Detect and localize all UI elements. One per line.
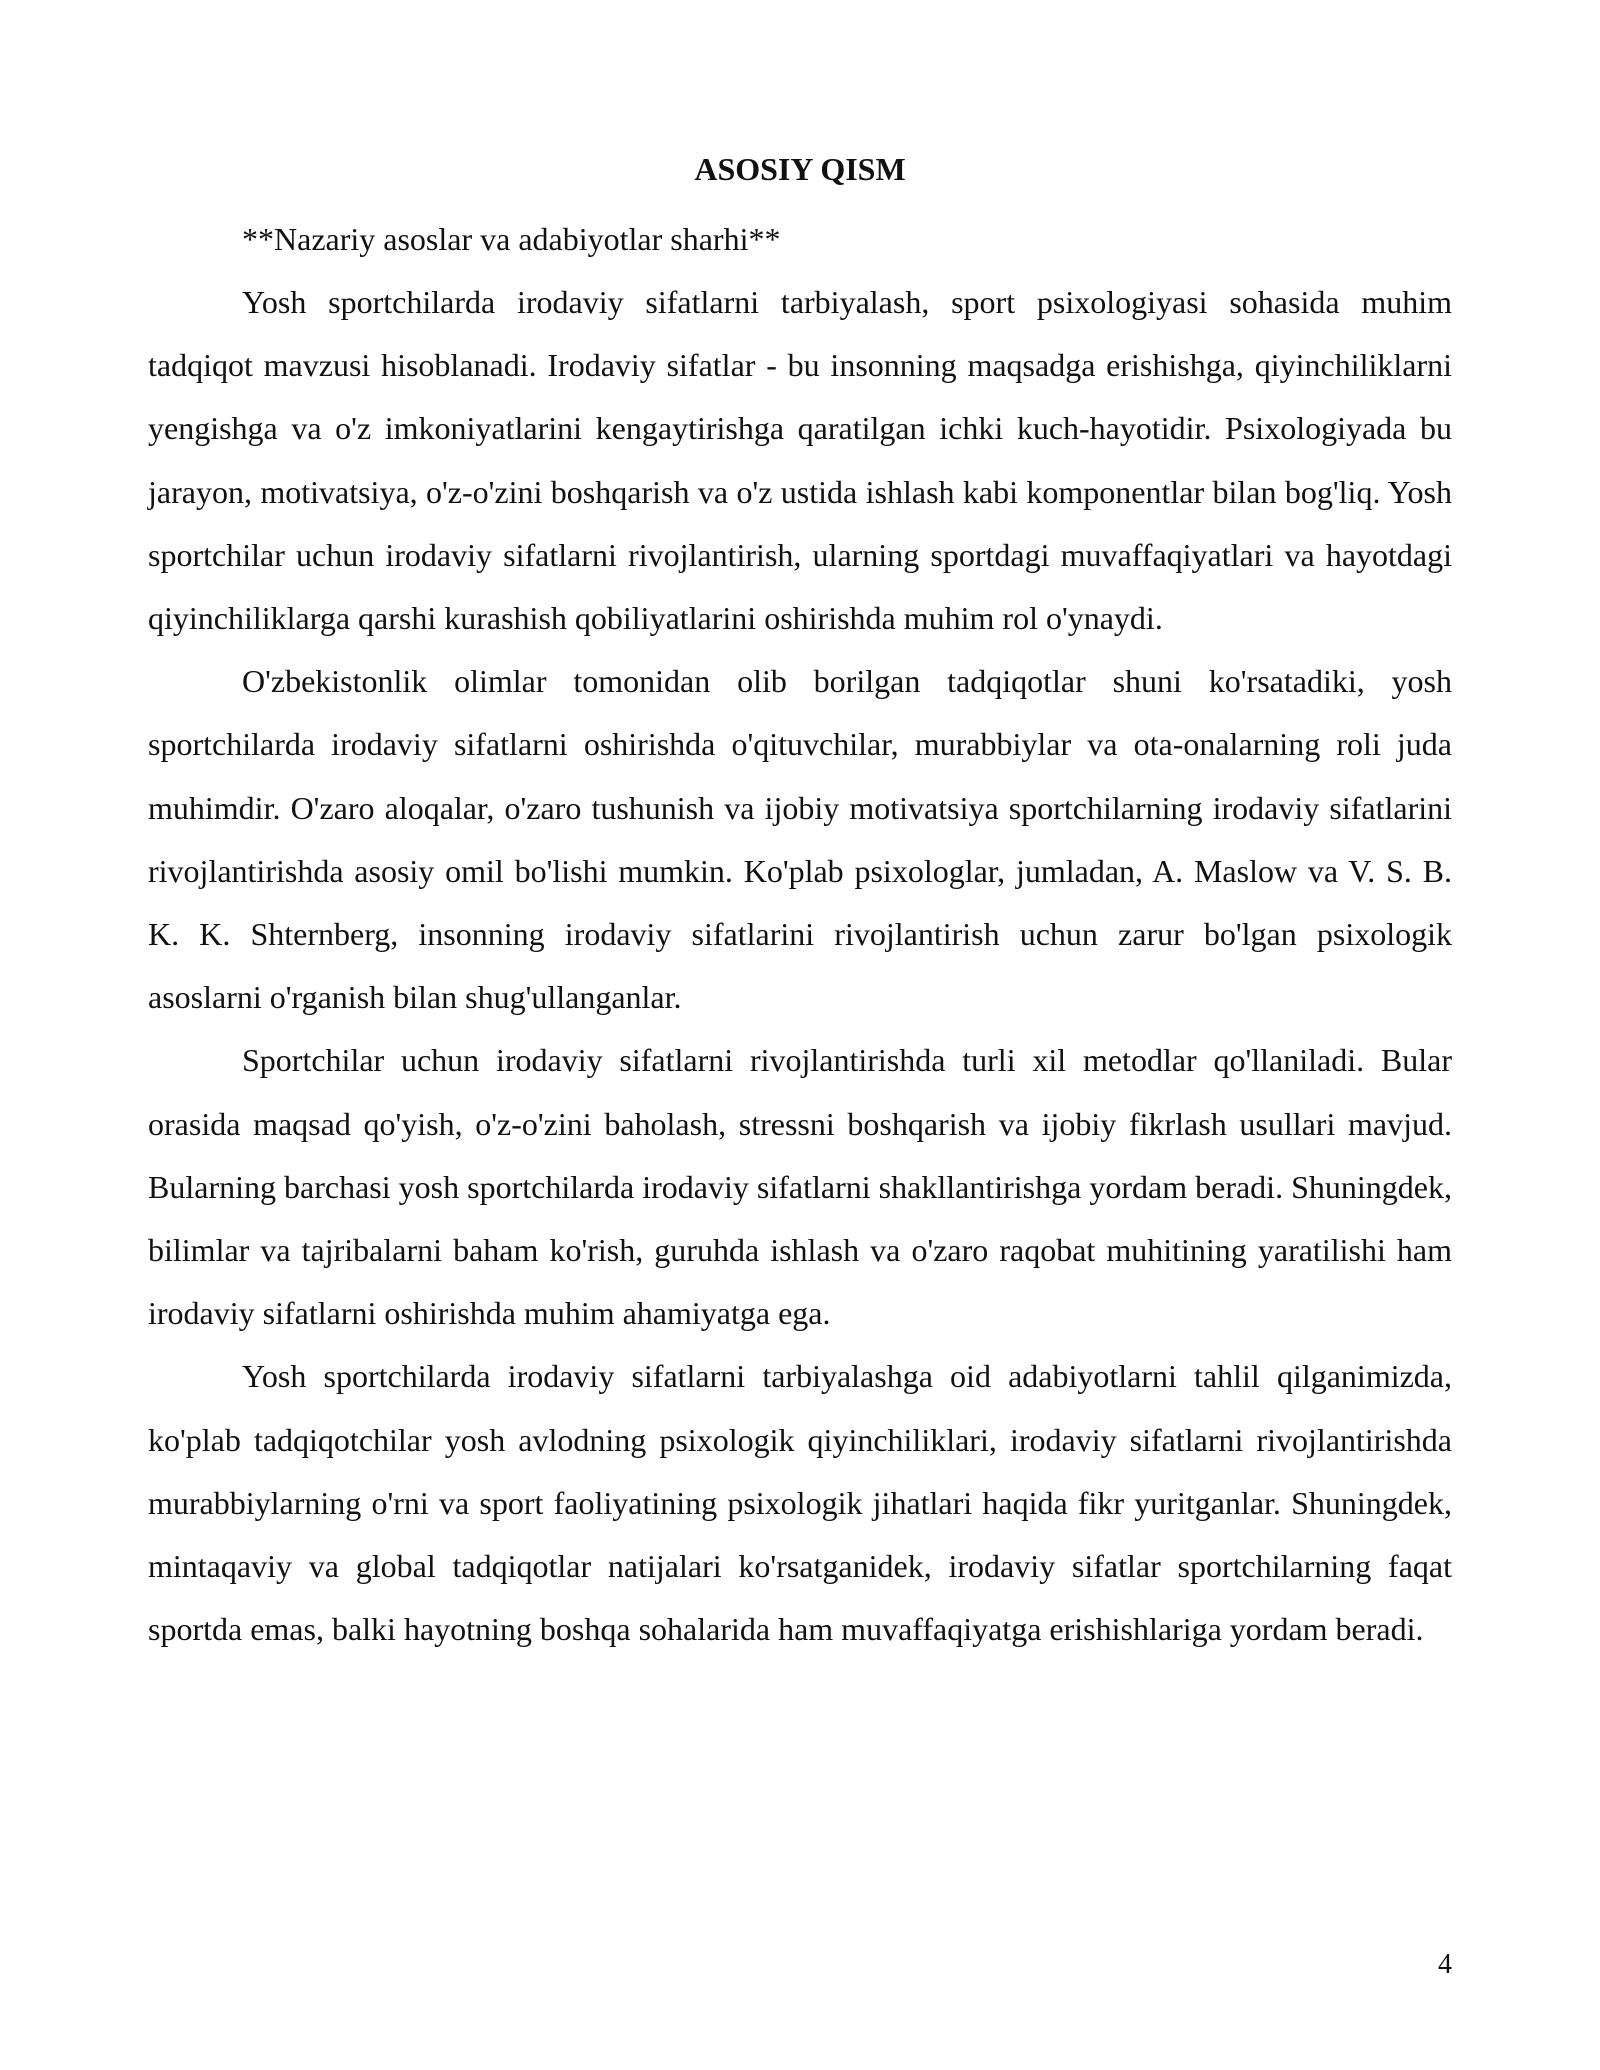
section-title: ASOSIY QISM bbox=[694, 151, 906, 187]
paragraph-2: O'zbekistonlik olimlar tomonidan olib borilgan tadqiqotlar shuni ko'rsatadiki, yosh sportchilarda irodaviy sifatlarni oshirishda o'qituvchilar, murabbiylar va ota-onalarning roli juda muhimdir. O'zaro aloqalar, o'zaro tushunish va ijobiy motivatsiya sportchilarning irodaviy sifatlarini rivojlantirishda asosiy omil bo'lishi mumkin. Ko'plab psixologlar, jumladan, A. Maslow va V. S. B. K. K. Shternberg, insonning irodaviy sifatlarini rivojlantirish uchun zarur bo'lgan psixologik asoslarni o'rganish bilan shug'ullanganlar. bbox=[148, 663, 1452, 1016]
document-page bbox=[148, 148, 1452, 1661]
paragraph-3: Sportchilar uchun irodaviy sifatlarni rivojlantirishda turli xil metodlar qo'llaniladi. Bular orasida maqsad qo'yish, o'z-o'zini baholash, stressni boshqarish va ijobiy fikrlash usullari mavjud. Bularning barchasi yosh sportchilarda irodaviy sifatlarni shakllantirishga yordam beradi. Shuningdek, bilimlar va tajribalarni baham ko'rish, guruhda ishlash va o'zaro raqobat muhitining yaratilishi ham irodaviy sifatlarni oshirishda muhim ahamiyatga ega. bbox=[148, 1042, 1452, 1332]
page-number: 4 bbox=[1438, 1949, 1452, 1980]
section-subtitle: **Nazariy asoslar va adabiyotlar sharhi** bbox=[242, 221, 781, 257]
paragraph-4: Yosh sportchilarda irodaviy sifatlarni tarbiyalashga oid adabiyotlarni tahlil qilganimizda, ko'plab tadqiqotchilar yosh avlodning psixologik qiyinchiliklari, irodaviy sifatlarni rivojlantirishda murabbiylarning o'rni va sport faoliyatining psixologik jihatlari haqida fikr yuritganlar. Shuningdek, mintaqaviy va global tadqiqotlar natijalari ko'rsatganidek, irodaviy sifatlar sportchilarning faqat sportda emas, balki hayotning boshqa sohalarida ham muvaffaqiyatga erishishlariga yordam beradi. bbox=[148, 1358, 1452, 1648]
paragraph-1: Yosh sportchilarda irodaviy sifatlarni tarbiyalash, sport psixologiyasi sohasida muhim tadqiqot mavzusi hisoblanadi. Irodaviy sifatlar - bu insonning maqsadga erishishga, qiyinchiliklarni yengishga va o'z imkoniyatlarini kengaytirishga qaratilgan ichki kuch-hayotidir. Psixologiyada bu jarayon, motivatsiya, o'z-o'zini boshqarish va o'z ustida ishlash kabi komponentlar bilan bog'liq. Yosh sportchilar uchun irodaviy sifatlarni rivojlantirish, ularning sportdagi muvaffaqiyatlari va hayotdagi qiyinchiliklarga qarshi kurashish qobiliyatlarini oshirishda muhim rol o'ynaydi. bbox=[148, 284, 1452, 637]
